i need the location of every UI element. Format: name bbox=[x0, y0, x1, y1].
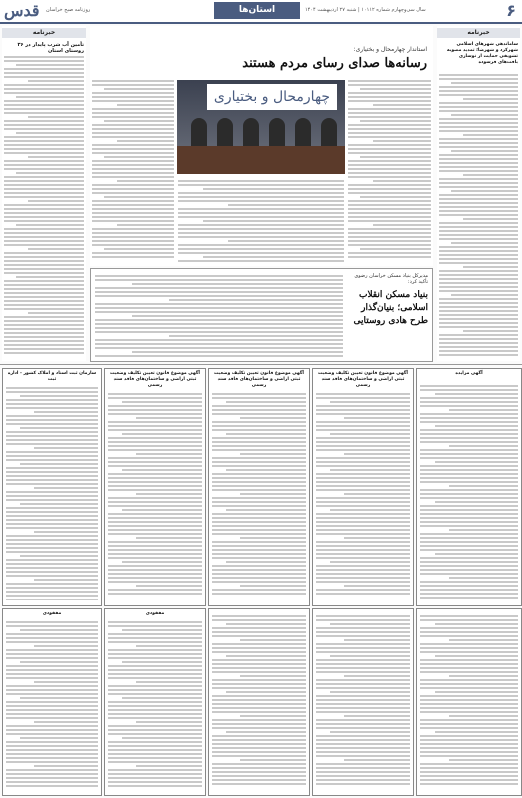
second-story-headline-1: بنیاد مسکن انقلاب bbox=[358, 290, 428, 300]
page-number: ۶ bbox=[506, 1, 516, 20]
ad-bottom-2 bbox=[312, 608, 414, 796]
ad-bottom-3 bbox=[416, 608, 522, 796]
ad-title-deed-3 bbox=[312, 368, 414, 606]
main-story-text-col-1 bbox=[92, 78, 174, 263]
ad-title: سازمان ثبت اسناد و املاک کشور - اداره ثبت bbox=[7, 371, 97, 382]
ads-divider bbox=[0, 364, 522, 365]
main-story-headline: رسانه‌ها صدای رسای مردم هستند bbox=[242, 56, 427, 71]
ad-title: آگهی مزایده bbox=[455, 371, 483, 376]
left-column-label: خبرنامه bbox=[2, 28, 86, 38]
second-story-kicker: مدیرکل بنیاد مسکن خراسان رضوی تأکید کرد: bbox=[354, 273, 428, 285]
right-column-headline: ساماندهی شهرهای اسلامی شهرکرد و شهرضا؛ تمدید مصوبه تشویقی حمایت از نوسازی بافت‌های فرسوده bbox=[446, 42, 518, 65]
second-story bbox=[90, 268, 433, 362]
ad-title-deed-2 bbox=[208, 368, 310, 606]
second-story-text bbox=[95, 273, 343, 359]
right-news-column bbox=[437, 26, 520, 361]
newspaper-logo: قدس bbox=[4, 1, 40, 20]
lost-notice-1 bbox=[2, 608, 102, 796]
section-tab: استان‌ها bbox=[214, 2, 300, 19]
ad-title: آگهی موضوع قانون تعیین تکلیف وضعیت ثبتی اراضی و ساختمان‌های فاقد سند رسمی bbox=[214, 371, 304, 388]
left-column-headline: تأمین آب شرب پایدار در ۳۶ روستای استان bbox=[17, 42, 84, 54]
second-story-headline-3: طرح هادی روستایی bbox=[353, 316, 428, 326]
issue-info: سال سی‌وچهارم شماره ۱۰۱۱۲ | شنبه ۲۷ اردیبهشت ۱۴۰۴ bbox=[305, 7, 426, 13]
notice-title: مفقودی bbox=[145, 611, 165, 616]
main-story-text-col-4 bbox=[348, 78, 431, 263]
ad-title: آگهی موضوع قانون تعیین تکلیف وضعیت ثبتی اراضی و ساختمان‌های فاقد سند رسمی bbox=[110, 371, 200, 388]
ad-registry bbox=[2, 368, 102, 606]
left-column-text bbox=[4, 54, 84, 354]
main-story-text-under-photo bbox=[178, 178, 344, 263]
main-story-kicker: استاندار چهارمحال و بختیاری: bbox=[353, 46, 427, 53]
right-column-label: خبرنامه bbox=[437, 28, 520, 38]
left-news-column bbox=[2, 26, 86, 361]
logo-subtitle: روزنامه صبح خراسان bbox=[46, 7, 91, 13]
ad-title-deed-1 bbox=[104, 368, 206, 606]
meeting-photo bbox=[177, 80, 345, 174]
masthead bbox=[0, 0, 522, 24]
ad-bottom-1 bbox=[208, 608, 310, 796]
photo-banner: چهارمحال و بختیاری bbox=[207, 84, 337, 110]
ad-title: آگهی موضوع قانون تعیین تکلیف وضعیت ثبتی اراضی و ساختمان‌های فاقد سند رسمی bbox=[318, 371, 408, 388]
lost-notice-2 bbox=[104, 608, 206, 796]
second-story-headline-2: اسلامی؛ بنیان‌گذار bbox=[361, 303, 428, 313]
notice-title: مفقودی bbox=[42, 611, 62, 616]
right-column-text bbox=[439, 72, 518, 357]
ad-auction bbox=[416, 368, 522, 606]
